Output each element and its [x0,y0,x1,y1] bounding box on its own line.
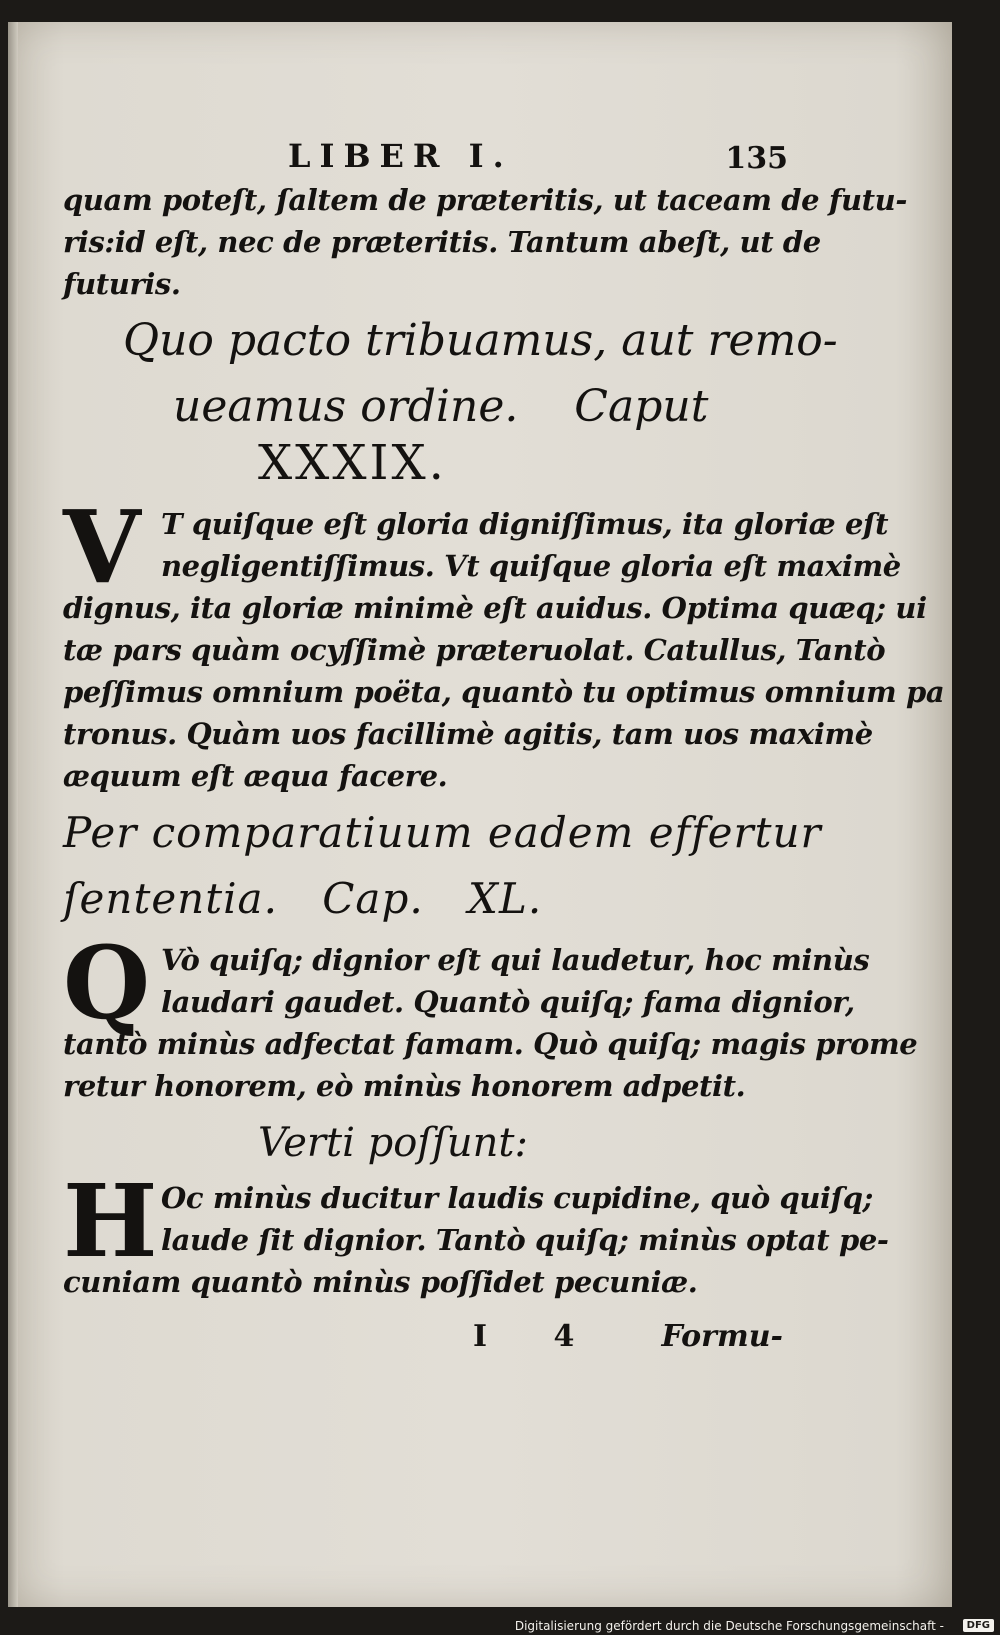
chapter-heading-line: ueamus ordine. Caput [173,381,709,432]
text-line: dignus, ita gloriæ minimè eſt auidus. Optima quæq; ui [63,591,927,625]
text-line: quam poteſt, ſaltem de præteritis, ut taceam de futu- [63,183,907,217]
section-heading: Verti poſſunt: [258,1120,528,1166]
text-line: Vò quiſq; dignior eſt qui laudetur, hoc minùs [161,943,870,977]
text-line: cuniam quantò minùs poſſidet pecuniæ. [63,1265,698,1299]
text-line: tæ pars quàm ocyſſimè præteruolat. Catullus, Tantò [63,633,886,667]
catchline [63,1313,783,1363]
page-spine-shadow [8,22,18,1607]
chapter-heading-line: ſententia. Cap. XL. [63,874,543,923]
text-line: tantò minùs adfectat famam. Quò quiſq; magis prome [63,1027,918,1061]
paragraph [63,1162,889,1303]
text-line: laude ſit dignior. Tantò quiſq; minùs optat pe- [161,1223,889,1257]
running-title: LIBER I. [288,137,513,175]
chapter-heading-line: Quo pacto tribuamus, aut remo- [123,315,838,366]
text-line: laudari gaudet. Quantò quiſq; fama dignior, [161,985,855,1019]
text-line: Oc minùs ducitur laudis cupidine, quò quiſq; [161,1181,873,1215]
text-line: retur honorem, eò minùs honorem adpetit. [63,1069,746,1103]
text-line: peſſimus omnium poëta, quantò tu optimus omnium pa [63,675,945,709]
page-number: 135 [725,141,788,176]
drop-cap: V [63,488,141,606]
catchword: Formu- [661,1319,783,1354]
text-line: negligentiſſimus. Vt quiſque gloria eſt maximè [161,549,901,583]
chapter-number: XXXIX. [258,435,447,491]
text-line: T quiſque eſt gloria digniſſimus, ita gloriæ eſt [161,507,889,541]
paragraph [63,488,945,797]
dfg-logo: DFG [963,1619,994,1632]
chapter-heading-line: Per comparatiuum eadem effertur [63,808,822,857]
text-line: æquum eſt æqua facere. [63,759,448,793]
text-line: tronus. Quàm uos facillimè agitis, tam uos maximè [63,717,873,751]
digitization-credit: Digitalisierung gefördert durch die Deutsche Forschungsgemeinschaft - [514,1619,944,1633]
signature-mark: I 4 [473,1319,603,1354]
drop-cap: Q [63,924,151,1042]
page-header [63,117,788,179]
book-page [8,22,952,1607]
drop-cap: H [63,1162,158,1280]
paragraph [63,924,918,1107]
page-text-block [63,117,945,1363]
text-line: ris:id eſt, nec de præteritis. Tantum abeſt, ut de [63,225,821,259]
text-line: futuris. [63,267,181,301]
